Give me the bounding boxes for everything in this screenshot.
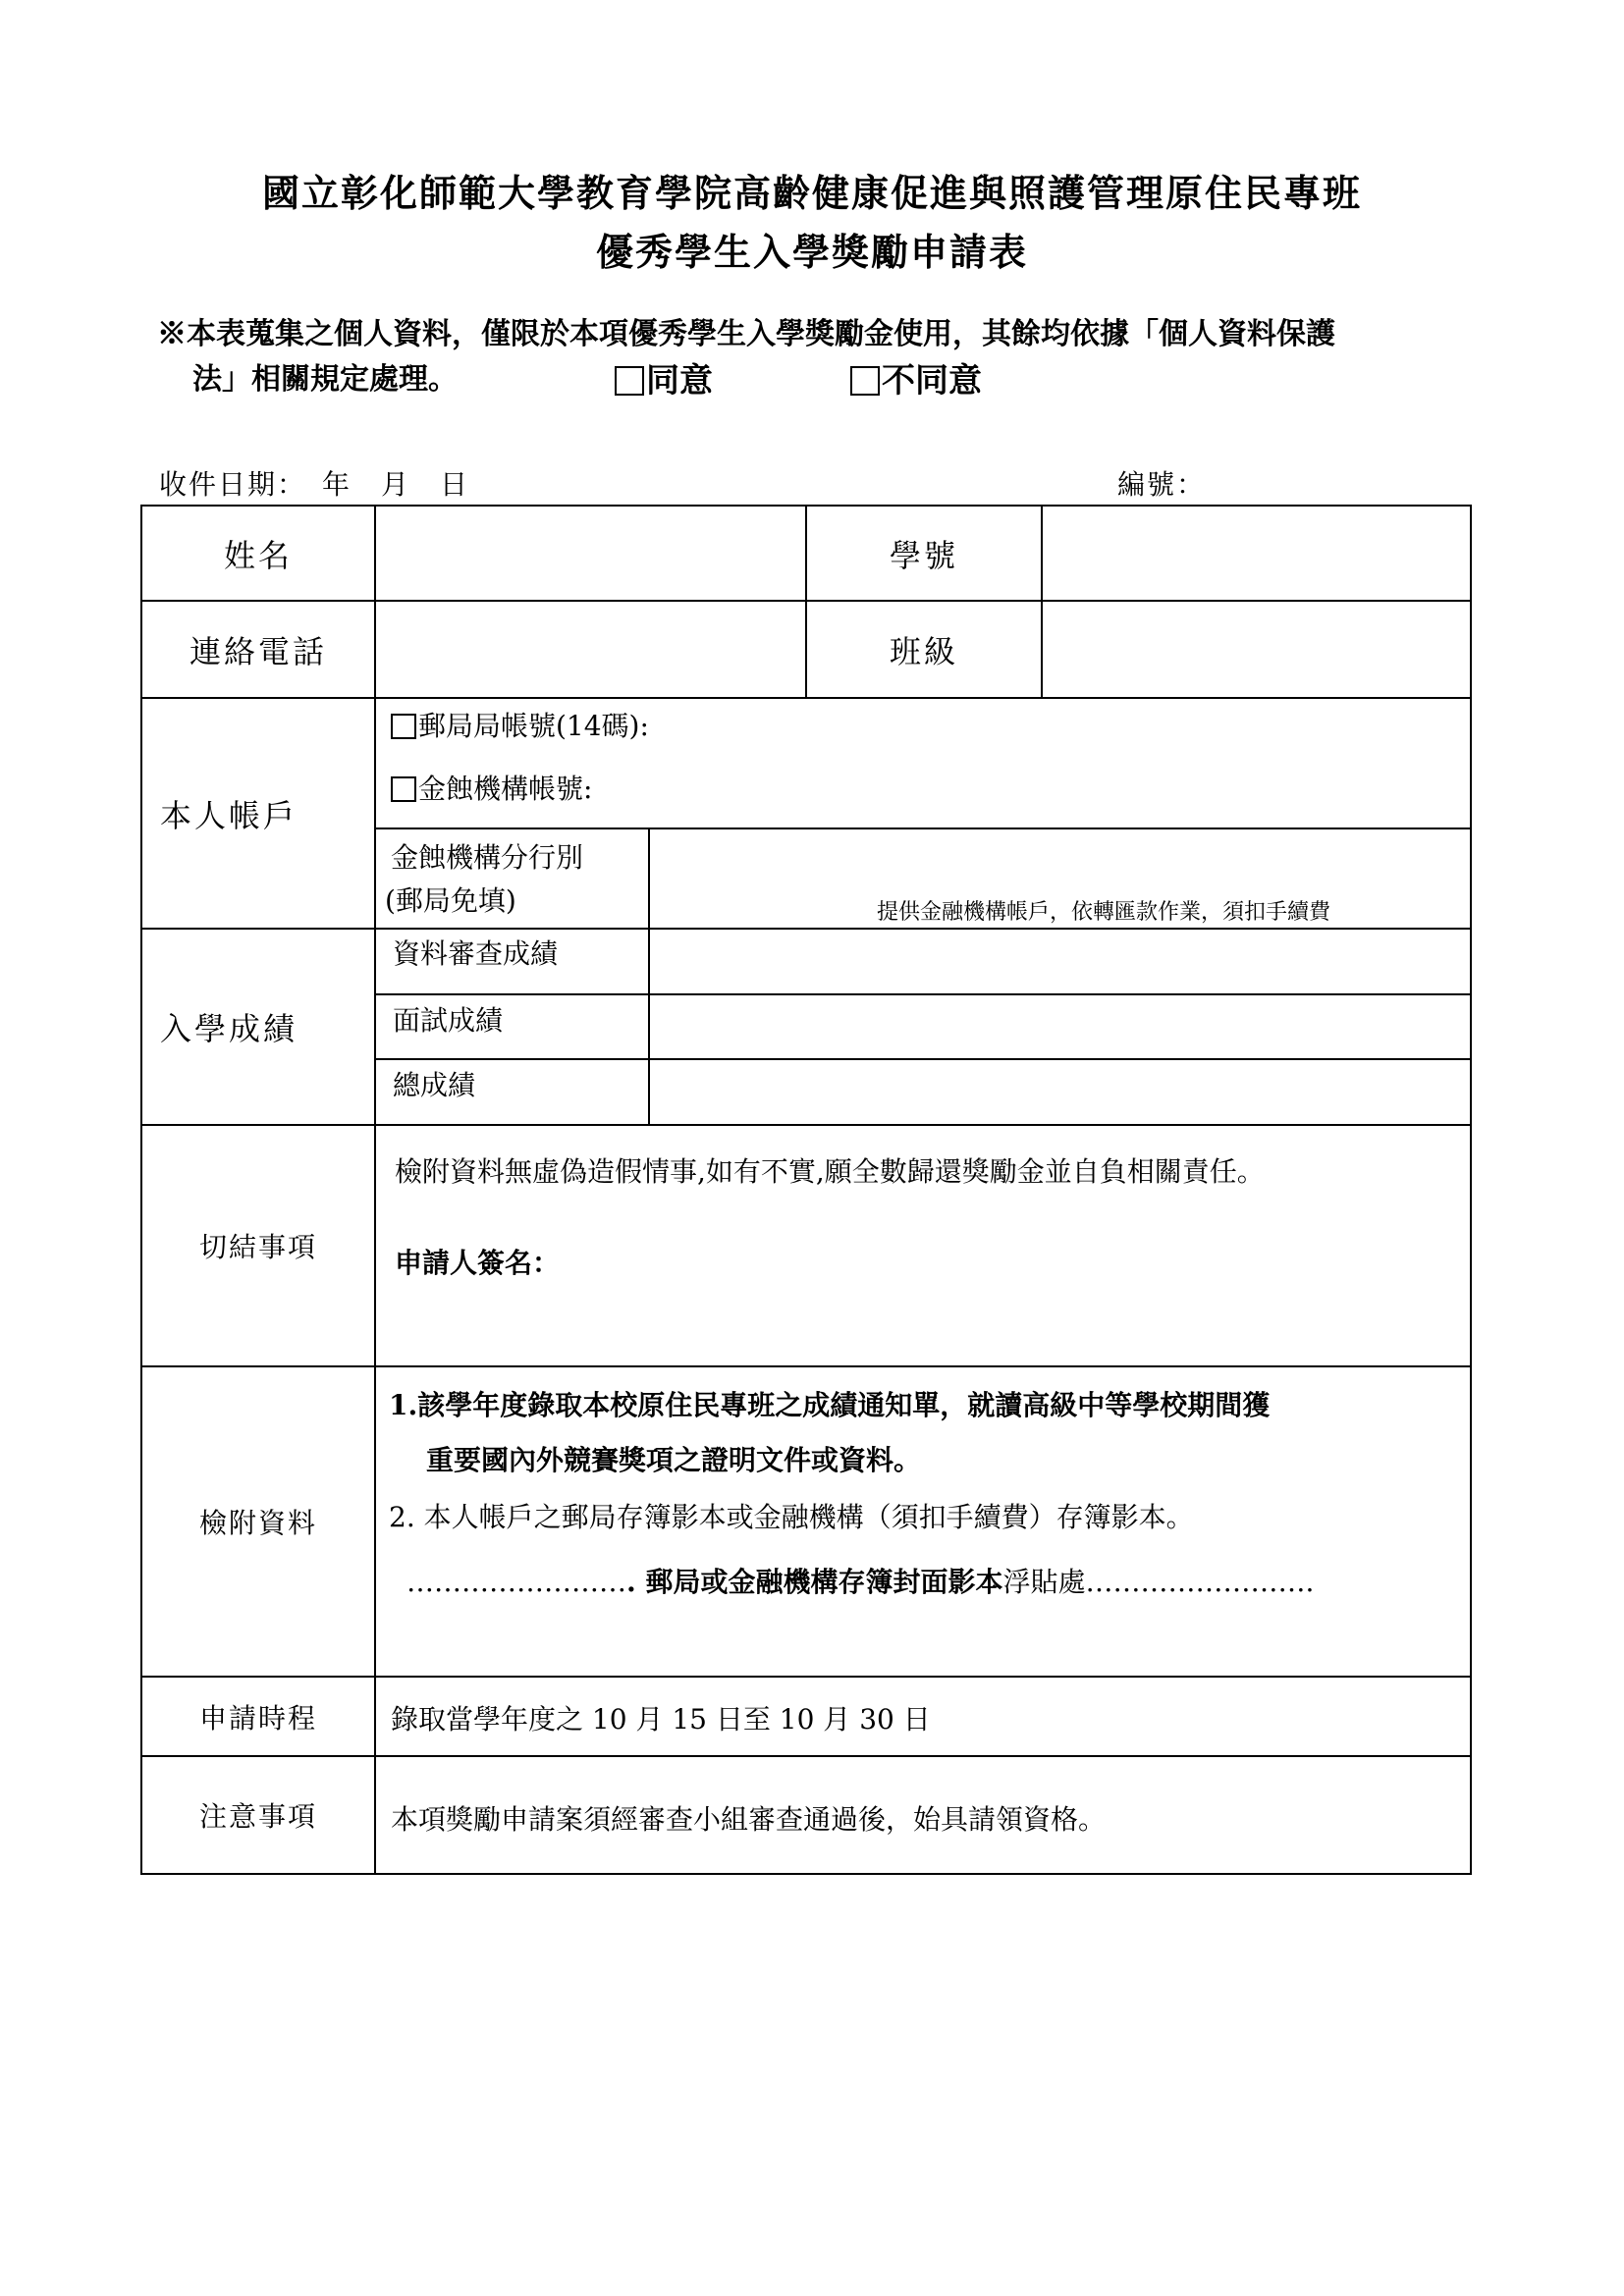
post-account-option[interactable] <box>391 705 649 744</box>
paste-dots-left: …………………… <box>406 1566 626 1598</box>
bank-branch-note: (郵局免填) <box>385 884 516 917</box>
attach-item-1-num: 1. <box>389 1389 418 1421</box>
paste-area-bold: . 郵局或金融機構存簿封面影本 <box>626 1566 1003 1598</box>
bank-account-checkbox[interactable] <box>391 776 416 802</box>
name-field[interactable] <box>376 507 805 600</box>
signature-label: 申請人簽名： <box>395 1247 561 1279</box>
schedule-text: 錄取當學年度之 10 月 15 日至 10 月 30 日 <box>391 1703 931 1735</box>
post-account-label: 郵局局帳號(14碼): <box>418 710 649 742</box>
attach-label: 檢附資料 <box>198 1507 317 1539</box>
student-id-label: 學號 <box>889 536 958 574</box>
total-score-label: 總成績 <box>393 1069 476 1101</box>
attach-item-1 <box>389 1384 1270 1423</box>
name-label: 姓名 <box>223 536 293 574</box>
form-title: 國立彰化師範大學教育學院高齡健康促進與照護管理原住民專班 <box>261 171 1362 215</box>
disagree-checkbox[interactable] <box>850 366 880 396</box>
account-label: 本人帳戶 <box>160 796 298 834</box>
review-score-label: 資料審查成績 <box>393 937 559 970</box>
privacy-notice-cont <box>157 357 1528 402</box>
bank-account-option[interactable] <box>391 768 592 807</box>
bank-account-label: 金蝕機構帳號: <box>418 773 593 805</box>
privacy-notice: ※本表蒐集之個人資料，僅限於本項優秀學生入學獎勵金使用，其餘均依據「個人資料保護 <box>157 317 1335 351</box>
paste-area-line <box>406 1561 1314 1600</box>
privacy-notice-text: 法」相關規定處理。 <box>192 362 458 397</box>
agree-option[interactable] <box>615 353 713 401</box>
form-subtitle: 優秀學生入學獎勵申請表 <box>595 230 1028 274</box>
student-id-field[interactable] <box>1043 507 1470 600</box>
bank-branch-label: 金蝕機構分行別 <box>391 841 584 874</box>
class-label: 班級 <box>889 632 958 670</box>
schedule-label: 申請時程 <box>198 1701 317 1735</box>
form-number: 編號： <box>1117 468 1207 501</box>
notes-text: 本項獎勵申請案須經審查小組審查通過後，始具請領資格。 <box>391 1803 1107 1836</box>
phone-field[interactable] <box>376 602 805 697</box>
attach-item-1-text: 該學年度錄取本校原住民專班之成績通知單，就讀高級中等學校期間獲 <box>417 1389 1271 1421</box>
disagree-option[interactable] <box>850 353 982 401</box>
notes-label: 注意事項 <box>198 1800 317 1833</box>
total-score-field[interactable] <box>650 1060 1470 1124</box>
pledge-text: 檢附資料無虛偽造假情事,如有不實,願全數歸還獎勵金並自負相關責任。 <box>395 1155 1265 1188</box>
label-column-divider <box>374 505 376 1875</box>
phone-label: 連絡電話 <box>189 632 327 670</box>
agree-label: 同意 <box>646 361 713 400</box>
attach-item-1-cont: 重要國內外競賽獎項之證明文件或資料。 <box>426 1444 922 1476</box>
disagree-label: 不同意 <box>882 361 982 400</box>
attach-item-2: 2. 本人帳戶之郵局存簿影本或金融機構（須扣手續費）存簿影本。 <box>389 1501 1194 1533</box>
signature-field[interactable] <box>589 1232 1453 1291</box>
review-score-field[interactable] <box>650 930 1470 993</box>
interview-score-field[interactable] <box>650 995 1470 1058</box>
bank-fee-note: 提供金融機構帳戶，依轉匯款作業，須扣手續費 <box>877 900 1331 925</box>
paste-area-label: 浮貼處 <box>1002 1566 1086 1598</box>
table-border-right <box>1470 505 1472 1875</box>
received-date: 收件日期： 年 月 日 <box>159 468 470 501</box>
pledge-label: 切結事項 <box>198 1231 317 1263</box>
agree-checkbox[interactable] <box>615 366 644 396</box>
table-border-bottom <box>140 1873 1472 1875</box>
paste-dots-right: ……………………. <box>1085 1566 1315 1598</box>
score-label: 入學成績 <box>160 1010 298 1047</box>
post-account-checkbox[interactable] <box>391 714 416 739</box>
interview-score-label: 面試成績 <box>393 1004 504 1037</box>
class-field[interactable] <box>1043 602 1470 697</box>
